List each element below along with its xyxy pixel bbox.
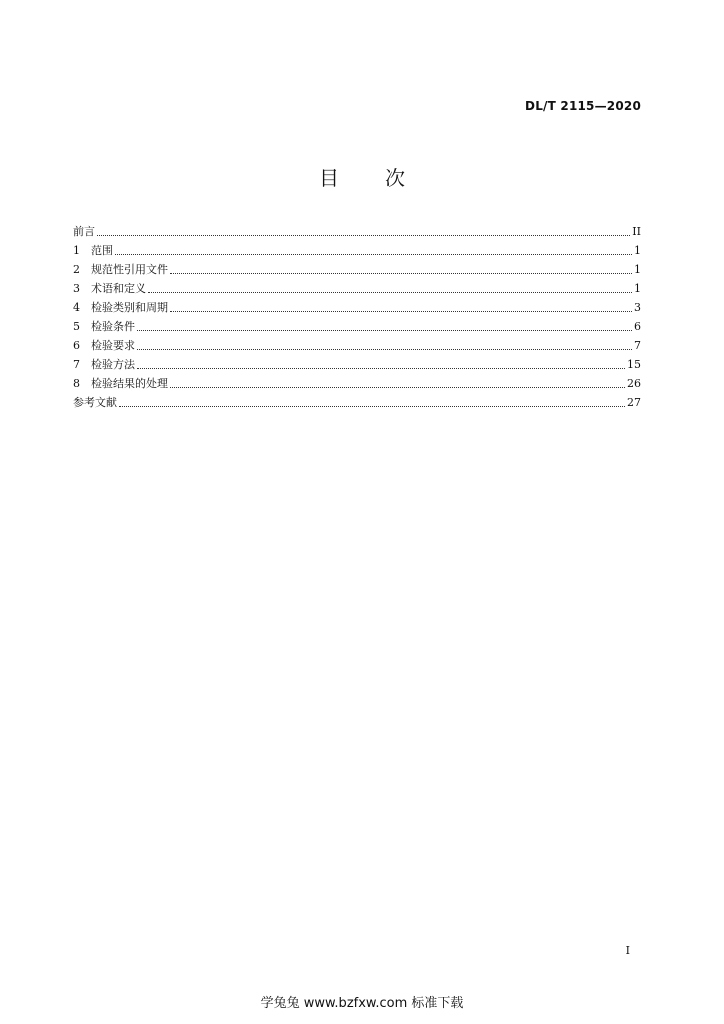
toc-entry-foreword[interactable]	[73, 222, 641, 241]
toc-leader-dots	[170, 310, 632, 312]
toc-entry-page: 1	[634, 282, 641, 295]
toc-entry-page: 1	[634, 263, 641, 276]
toc-title-left: 目	[319, 166, 339, 190]
toc-title-right: 次	[385, 166, 405, 190]
footer-watermark: 学兔兔 www.bzfxw.com 标准下载	[260, 996, 464, 1011]
page-number: I	[625, 944, 630, 957]
toc-entry-label: 范围	[91, 244, 113, 257]
toc-entry-number: 7	[73, 358, 80, 371]
table-of-contents	[73, 222, 641, 412]
standard-code: DL/T 2115—2020	[525, 99, 641, 113]
toc-entry-8[interactable]	[73, 374, 641, 393]
toc-entry-6[interactable]	[73, 336, 641, 355]
toc-entry-page: 3	[634, 301, 641, 314]
toc-entry-1[interactable]	[73, 241, 641, 260]
toc-entry-5[interactable]	[73, 317, 641, 336]
toc-entry-4[interactable]	[73, 298, 641, 317]
toc-leader-dots	[170, 386, 625, 388]
toc-entry-page: 7	[634, 339, 641, 352]
toc-entry-label: 检验条件	[91, 320, 135, 333]
toc-entry-page: 15	[627, 358, 641, 371]
toc-entry-label: 检验方法	[91, 358, 135, 371]
toc-entry-7[interactable]	[73, 355, 641, 374]
toc-leader-dots	[137, 348, 632, 350]
toc-leader-dots	[97, 234, 630, 236]
toc-entry-page: 27	[627, 396, 641, 409]
toc-leader-dots	[119, 405, 625, 407]
toc-entry-page: II	[632, 225, 641, 238]
toc-leader-dots	[137, 329, 632, 331]
toc-entry-label: 术语和定义	[91, 282, 146, 295]
toc-entry-number: 3	[73, 282, 80, 295]
toc-entry-3[interactable]	[73, 279, 641, 298]
toc-leader-dots	[115, 253, 632, 255]
toc-leader-dots	[148, 291, 632, 293]
toc-entry-page: 6	[634, 320, 641, 333]
toc-entry-number: 1	[73, 244, 80, 257]
toc-leader-dots	[170, 272, 632, 274]
toc-entry-2[interactable]	[73, 260, 641, 279]
toc-entry-label: 检验结果的处理	[91, 377, 168, 390]
toc-entry-label: 检验要求	[91, 339, 135, 352]
toc-entry-number: 8	[73, 377, 80, 390]
toc-entry-references[interactable]	[73, 393, 641, 412]
toc-entry-page: 1	[634, 244, 641, 257]
toc-entry-label: 前言	[73, 225, 95, 238]
toc-entry-number: 2	[73, 263, 80, 276]
toc-entry-page: 26	[627, 377, 641, 390]
toc-title	[0, 162, 724, 191]
toc-entry-number: 5	[73, 320, 80, 333]
toc-entry-label: 参考文献	[73, 396, 117, 409]
toc-entry-label: 规范性引用文件	[91, 263, 168, 276]
toc-entry-number: 6	[73, 339, 80, 352]
toc-entry-number: 4	[73, 301, 80, 314]
toc-entry-label: 检验类别和周期	[91, 301, 168, 314]
toc-leader-dots	[137, 367, 625, 369]
